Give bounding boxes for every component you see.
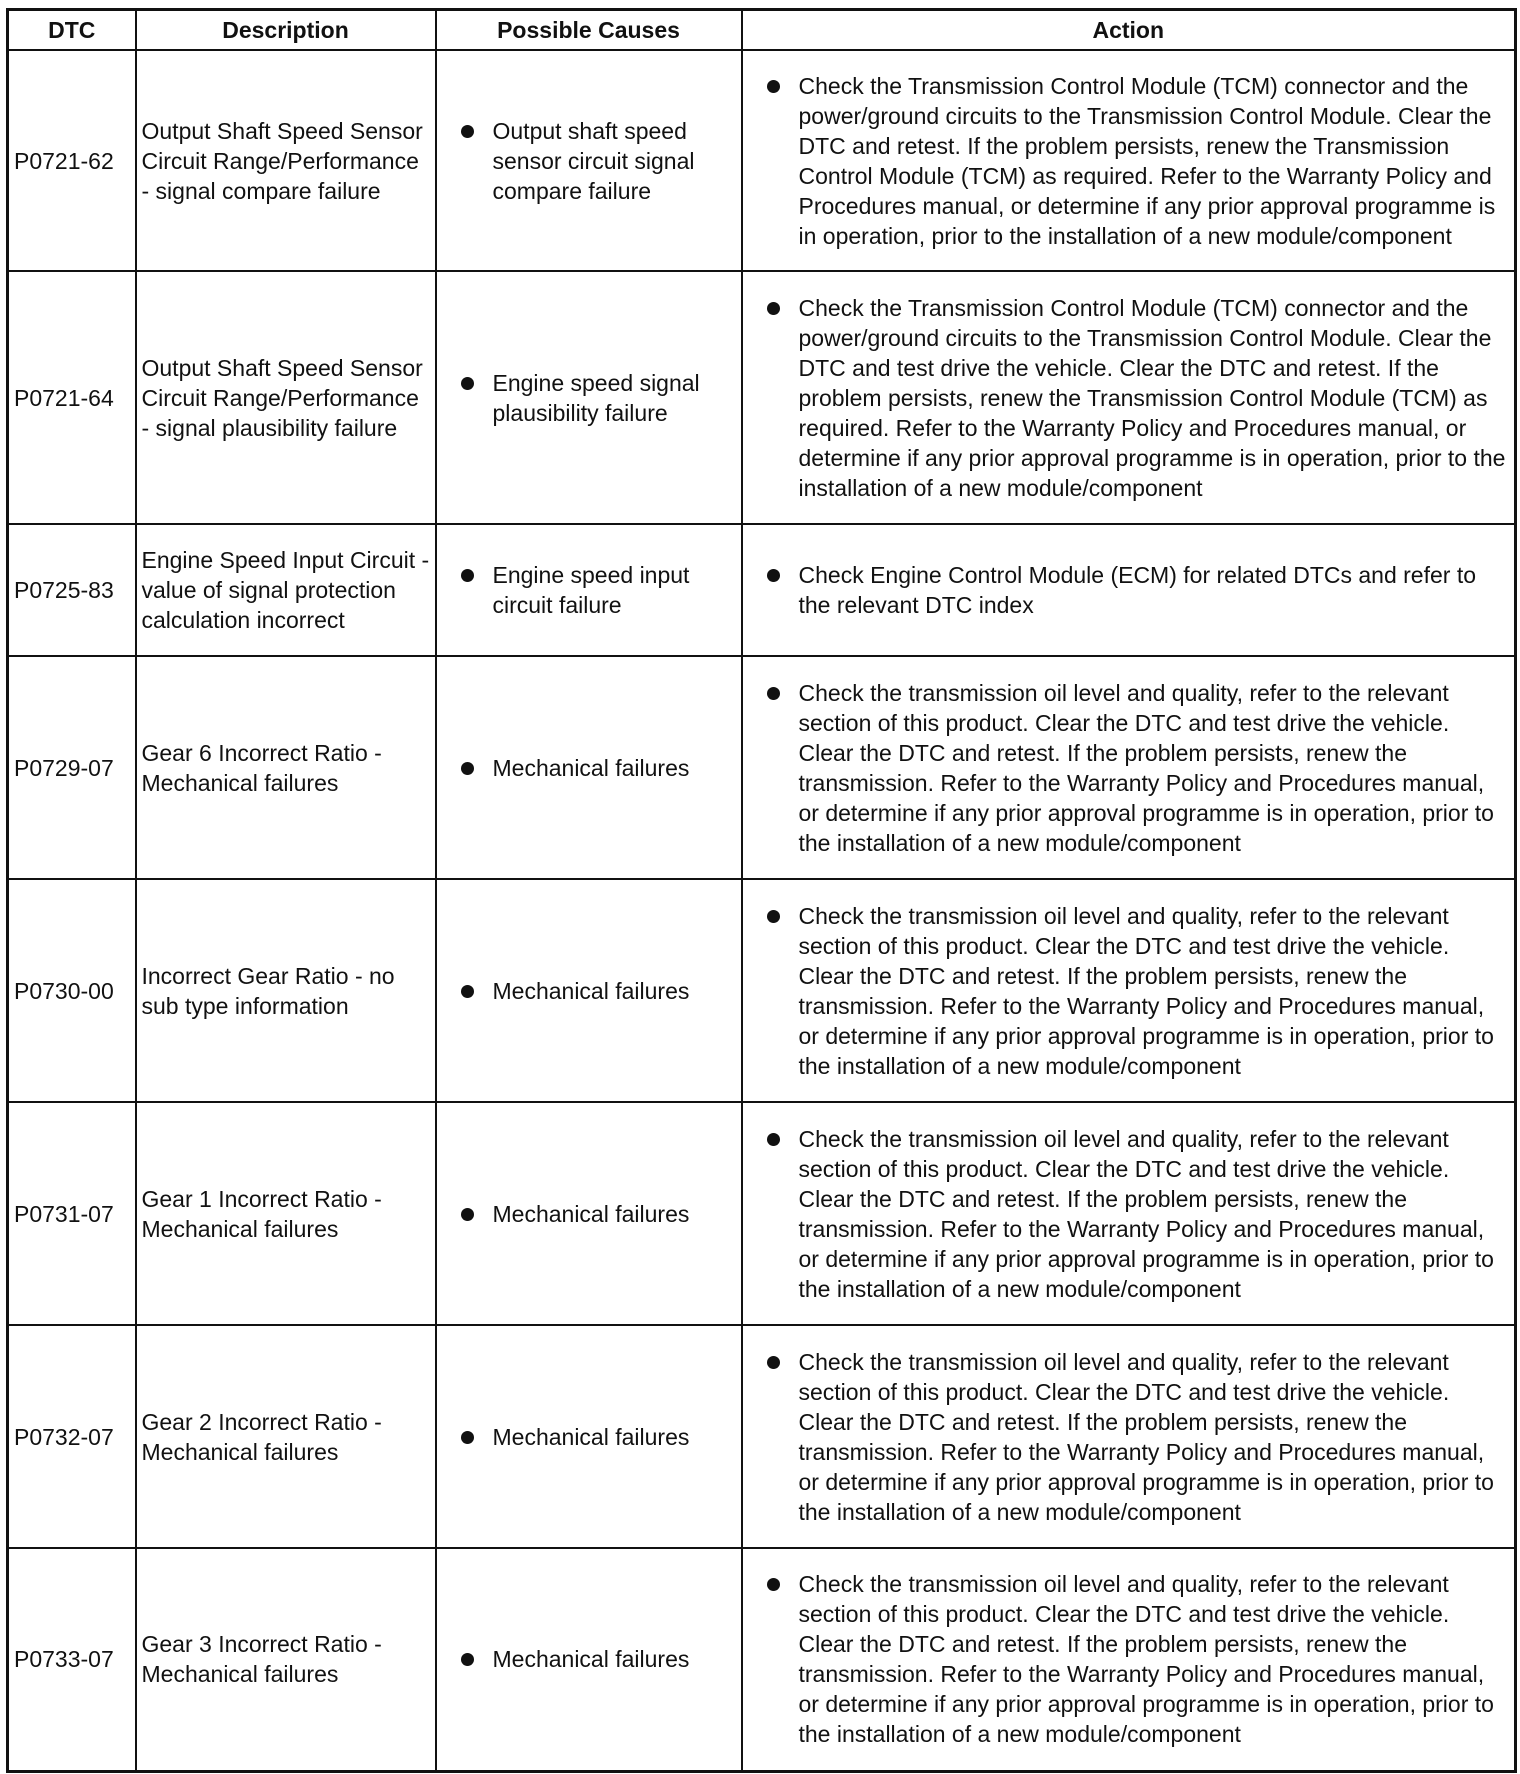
bullet-icon: [461, 1422, 493, 1452]
header-action: Action: [742, 10, 1516, 51]
cause-text: Engine speed signal plausibility failure: [492, 369, 700, 426]
bullet-icon: [461, 753, 493, 783]
action-cell: [742, 1102, 1516, 1325]
cause-text: Mechanical failures: [492, 1200, 690, 1227]
header-row: [8, 10, 1516, 51]
bullet-icon: [461, 560, 493, 590]
bullet-icon: [767, 1124, 799, 1154]
table-row: [8, 879, 1516, 1102]
cause-text: Mechanical failures: [492, 754, 690, 781]
dtc-code: P0729-07: [8, 656, 136, 879]
action-cell: [742, 1325, 1516, 1548]
table-row: [8, 1325, 1516, 1548]
action-cell: [742, 656, 1516, 879]
dtc-code: P0725-83: [8, 524, 136, 656]
dtc-code: P0730-00: [8, 879, 136, 1102]
action-text: Check the Transmission Control Module (TCM) connector and the power/ground circuits to the Transmission Control Module. Clear the DTC and test drive the vehicle. Clear the DTC and retest. If the problem persists, renew the Transmission Control Module (TCM) as required. Refer to the Warranty Policy and Procedures manual, or determine if any prior approval programme is in operation, prior to the installation of a new module/component: [798, 294, 1506, 501]
cause-cell: [436, 879, 742, 1102]
description-cell: Gear 3 Incorrect Ratio - Mechanical failures: [136, 1548, 436, 1771]
bullet-icon: [767, 678, 799, 708]
dtc-table: [6, 8, 1517, 1773]
table-row: [8, 656, 1516, 879]
action-cell: [742, 1548, 1516, 1771]
cause-cell: [436, 1102, 742, 1325]
table-row: [8, 1548, 1516, 1771]
bullet-icon: [461, 976, 493, 1006]
description-cell: Output Shaft Speed Sensor Circuit Range/Performance - signal compare failure: [136, 50, 436, 271]
cause-text: Output shaft speed sensor circuit signal compare failure: [492, 117, 695, 204]
bullet-icon: [461, 116, 493, 146]
cause-text: Engine speed input circuit failure: [492, 562, 690, 618]
description-cell: Gear 2 Incorrect Ratio - Mechanical failures: [136, 1325, 436, 1548]
cause-text: Mechanical failures: [492, 1423, 690, 1450]
bullet-icon: [767, 71, 799, 101]
action-cell: [742, 271, 1516, 524]
action-cell: [742, 524, 1516, 656]
dtc-code: P0731-07: [8, 1102, 136, 1325]
dtc-code: P0721-64: [8, 271, 136, 524]
dtc-code: P0732-07: [8, 1325, 136, 1548]
cause-cell: [436, 50, 742, 271]
bullet-icon: [461, 1644, 493, 1674]
cause-text: Mechanical failures: [492, 1646, 690, 1673]
cause-text: Mechanical failures: [492, 977, 690, 1004]
action-cell: [742, 50, 1516, 271]
table-row: [8, 50, 1516, 271]
action-text: Check the transmission oil level and quality, refer to the relevant section of this product. Clear the DTC and test drive the vehicle. Clear the DTC and retest. If the problem persists, renew the transmission. Refer to the Warranty Policy and Procedures manual, or determine if any prior approval programme is in operation, prior to the installation of a new module/component: [798, 902, 1494, 1079]
bullet-icon: [767, 293, 799, 323]
dtc-code: P0733-07: [8, 1548, 136, 1771]
table-row: [8, 524, 1516, 656]
action-cell: [742, 879, 1516, 1102]
bullet-icon: [461, 368, 493, 398]
cause-cell: [436, 656, 742, 879]
description-cell: Engine Speed Input Circuit - value of signal protection calculation incorrect: [136, 524, 436, 656]
table-row: [8, 1102, 1516, 1325]
description-cell: Incorrect Gear Ratio - no sub type information: [136, 879, 436, 1102]
cause-cell: [436, 524, 742, 656]
description-cell: Gear 6 Incorrect Ratio - Mechanical failures: [136, 656, 436, 879]
description-cell: Gear 1 Incorrect Ratio - Mechanical failures: [136, 1102, 436, 1325]
bullet-icon: [767, 1569, 799, 1599]
bullet-icon: [767, 560, 799, 590]
action-text: Check Engine Control Module (ECM) for related DTCs and refer to the relevant DTC index: [798, 562, 1477, 618]
header-dtc: DTC: [8, 10, 136, 51]
cause-cell: [436, 271, 742, 524]
bullet-icon: [461, 1199, 493, 1229]
action-text: Check the transmission oil level and quality, refer to the relevant section of this product. Clear the DTC and test drive the vehicle. Clear the DTC and retest. If the problem persists, renew the transmission. Refer to the Warranty Policy and Procedures manual, or determine if any prior approval programme is in operation, prior to the installation of a new module/component: [798, 1348, 1494, 1525]
header-possible-causes: Possible Causes: [436, 10, 742, 51]
bullet-icon: [767, 1347, 799, 1377]
action-text: Check the Transmission Control Module (TCM) connector and the power/ground circuits to the Transmission Control Module. Clear the DTC and retest. If the problem persists, renew the Transmission Control Module (TCM) as required. Refer to the Warranty Policy and Procedures manual, or determine if any prior approval programme is in operation, prior to the installation of a new module/component: [798, 72, 1496, 249]
action-text: Check the transmission oil level and quality, refer to the relevant section of this product. Clear the DTC and test drive the vehicle. Clear the DTC and retest. If the problem persists, renew the transmission. Refer to the Warranty Policy and Procedures manual, or determine if any prior approval programme is in operation, prior to the installation of a new module/component: [798, 1571, 1494, 1748]
action-text: Check the transmission oil level and quality, refer to the relevant section of this product. Clear the DTC and test drive the vehicle. Clear the DTC and retest. If the problem persists, renew the transmission. Refer to the Warranty Policy and Procedures manual, or determine if any prior approval programme is in operation, prior to the installation of a new module/component: [798, 1125, 1494, 1302]
dtc-code: P0721-62: [8, 50, 136, 271]
cause-cell: [436, 1548, 742, 1771]
bullet-icon: [767, 901, 799, 931]
header-description: Description: [136, 10, 436, 51]
description-cell: Output Shaft Speed Sensor Circuit Range/Performance - signal plausibility failure: [136, 271, 436, 524]
table-row: [8, 271, 1516, 524]
cause-cell: [436, 1325, 742, 1548]
action-text: Check the transmission oil level and quality, refer to the relevant section of this product. Clear the DTC and test drive the vehicle. Clear the DTC and retest. If the problem persists, renew the transmission. Refer to the Warranty Policy and Procedures manual, or determine if any prior approval programme is in operation, prior to the installation of a new module/component: [798, 679, 1494, 856]
